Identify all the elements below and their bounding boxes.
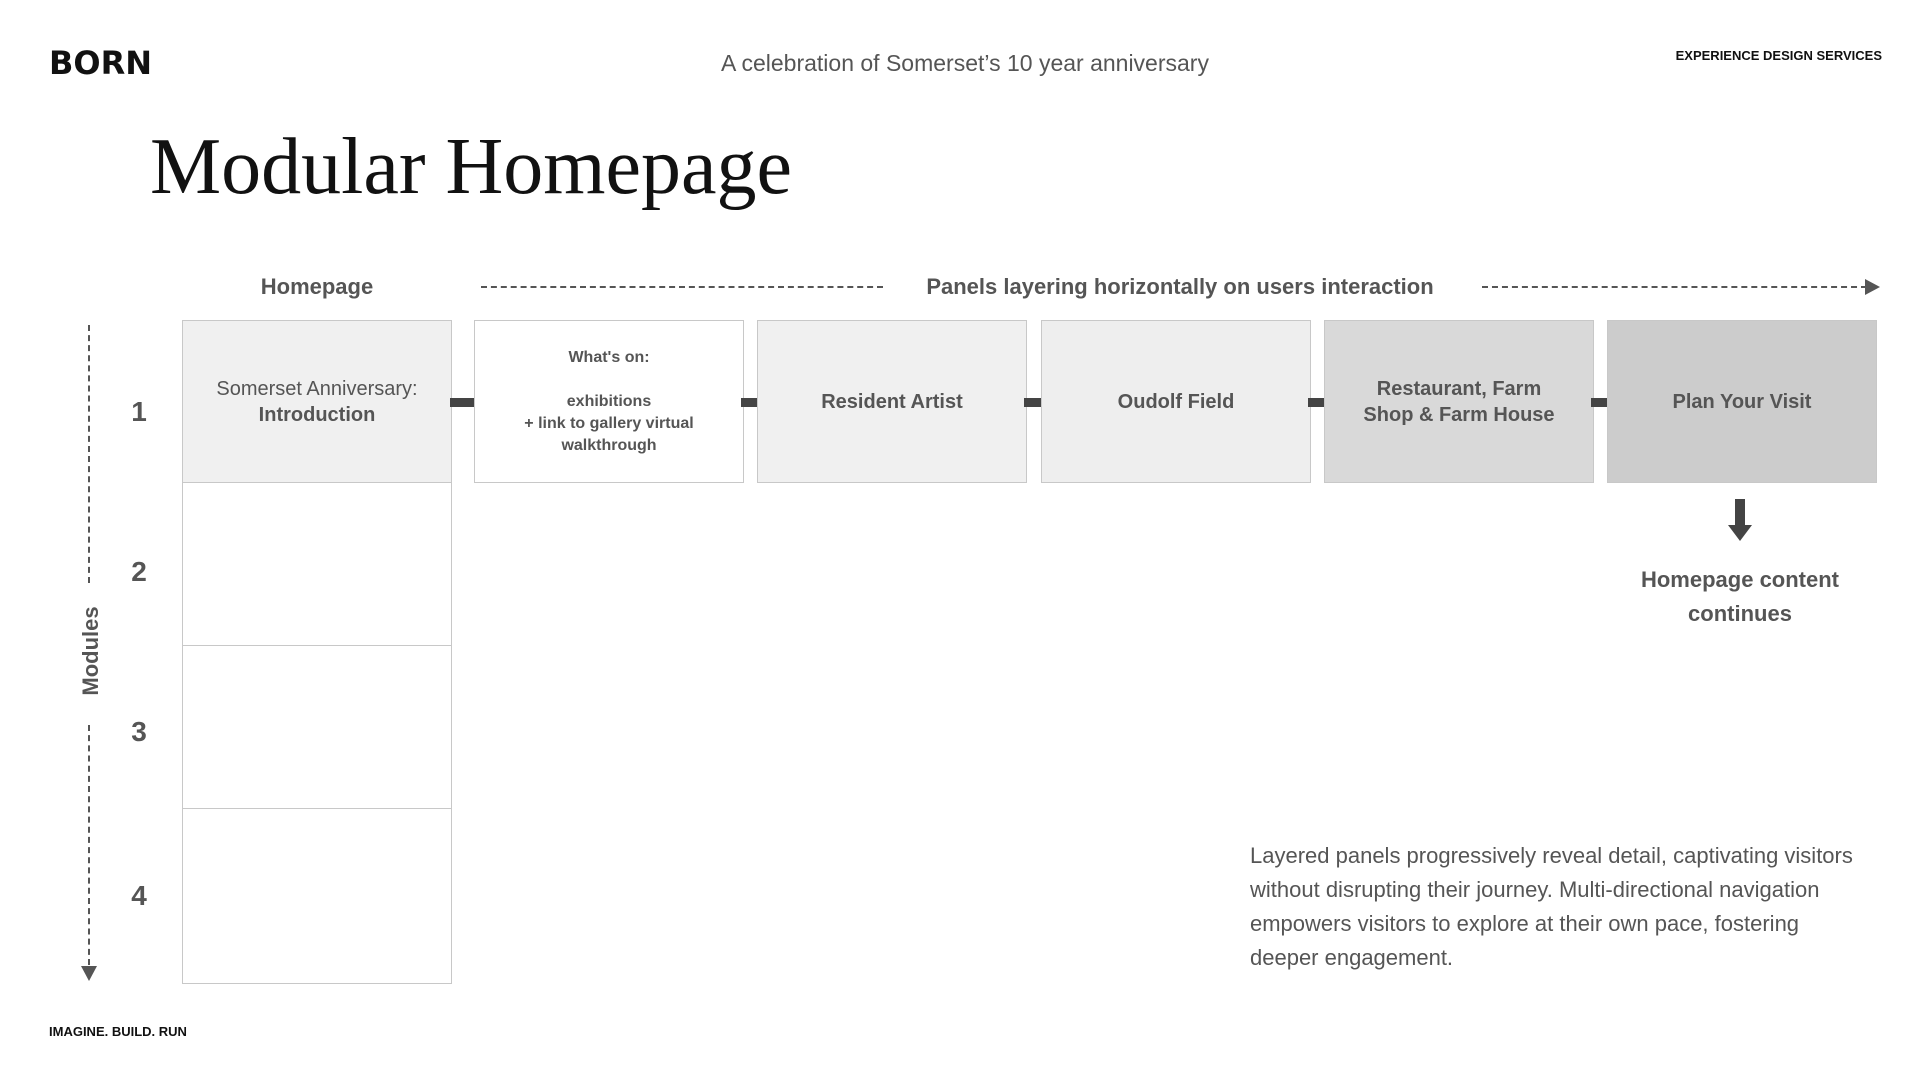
modules-dashed-line-bottom [88,725,90,965]
module-box-2 [182,482,452,646]
panel-restaurant-line1: Restaurant, Farm [1376,377,1542,400]
row-number-3: 3 [131,716,147,747]
experience-design-services-label: EXPERIENCE DESIGN SERVICES [1675,48,1882,63]
panel-oudolf-field-label: Oudolf Field [1117,390,1235,413]
panel-whats-on-line2: + link to gallery virtual [524,414,694,432]
header-subtitle: A celebration of Somerset’s 10 year anniversary [721,50,1209,76]
panel-introduction-line2: Introduction [258,403,376,426]
panel-oudolf-field [1041,320,1311,483]
continues-line1: Homepage content [1640,567,1840,592]
homepage-content-continues [1610,563,1870,631]
modules-label: Modules [78,606,103,696]
homepage-label: Homepage [260,274,374,299]
modules-arrowhead-down-icon [81,966,97,981]
panel-whats-on [474,320,744,483]
panel-whats-on-line3: walkthrough [561,436,657,454]
panel-plan-your-visit [1607,320,1877,483]
panels-arrowhead-right-icon [1865,279,1880,295]
panel-plan-your-visit-label: Plan Your Visit [1672,390,1812,413]
description-text: Layered panels progressively reveal detail, captivating visitors without disrupting their journey. Multi-directional navigation empowers visitors to explore at their own pace, fostering deeper engagement. [1250,843,1853,970]
modules-dashed-line-top [88,325,90,583]
panel-restaurant [1324,320,1594,483]
module-box-4 [182,808,452,984]
continues-line2: continues [1688,601,1792,626]
panel-restaurant-line2: Shop & Farm House [1363,403,1555,426]
panel-introduction-line1: Somerset Anniversary: [216,377,418,400]
arrow-down-icon [1728,499,1752,543]
born-logo: BORN [49,44,153,82]
page-title: Modular Homepage [150,123,793,211]
panel-introduction [182,320,452,483]
module-box-3 [182,645,452,809]
panels-dashed-line-right [1482,286,1867,288]
footer-tagline: IMAGINE. BUILD. RUN [49,1024,187,1039]
panel-resident-artist-label: Resident Artist [821,390,963,413]
panel-whats-on-line1: exhibitions [566,392,652,410]
row-number-1: 1 [131,396,147,427]
panel-whats-on-heading: What's on: [568,348,650,366]
row-number-2: 2 [131,556,147,587]
panel-resident-artist [757,320,1027,483]
panels-layering-label: Panels layering horizontally on users interaction [926,274,1434,299]
panels-dashed-line-left [481,286,883,288]
row-number-4: 4 [131,880,147,911]
